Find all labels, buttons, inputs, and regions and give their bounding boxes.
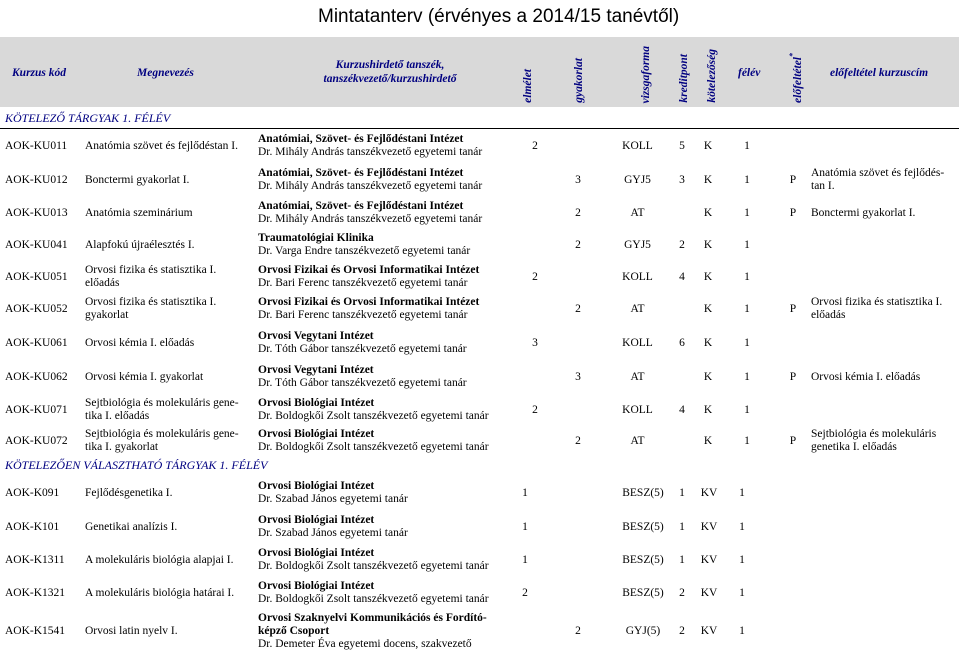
course-name: Bonctermi gyakorlat I. xyxy=(85,174,190,186)
table-row xyxy=(0,167,959,200)
semester: 1 xyxy=(744,271,750,283)
prereq-course: Sejtbiológia és molekuláris xyxy=(811,428,937,440)
department: Anatómiai, Szövet- és Fejlődéstani Intézet xyxy=(258,200,464,212)
credit-points: 2 xyxy=(679,239,685,251)
department: Orvosi Fizikai és Orvosi Informatikai Intézet xyxy=(258,296,480,308)
prereq-flag: P xyxy=(789,207,797,219)
mandatory-type: KV xyxy=(700,554,718,566)
table-header xyxy=(0,37,959,107)
semester: 1 xyxy=(744,404,750,416)
department: Orvosi Biológiai Intézet xyxy=(258,480,375,492)
prereq-course-cont: tan I. xyxy=(811,180,835,192)
lecture-hours: 2 xyxy=(532,271,538,283)
department: Anatómiai, Szövet- és Fejlődéstani Intézet xyxy=(258,133,464,145)
course-code: AOK-KU012 xyxy=(5,174,68,186)
practice-hours: 2 xyxy=(575,207,581,219)
department: Traumatológiai Klinika xyxy=(258,232,374,244)
course-name-cont: gyakorlat xyxy=(85,309,129,321)
course-code: AOK-K1541 xyxy=(5,625,66,637)
table-row xyxy=(0,428,959,458)
department: Orvosi Vegytani Intézet xyxy=(258,364,374,376)
header-prereq-sup: * xyxy=(788,53,797,58)
semester: 1 xyxy=(739,487,745,499)
practice-hours: 2 xyxy=(575,239,581,251)
header-name: Megnevezés xyxy=(137,67,194,79)
credit-points: 1 xyxy=(679,487,685,499)
mandatory-type: K xyxy=(703,207,713,219)
practice-hours: 3 xyxy=(575,174,581,186)
semester: 1 xyxy=(744,435,750,447)
header-practice: gyakorlat xyxy=(573,58,585,103)
department-lead: Dr. Mihály András tanszékvezető egyetemi tanár xyxy=(258,146,483,158)
table-row xyxy=(0,133,959,166)
department: Orvosi Szaknyelvi Kommunikációs és Fordító- xyxy=(258,612,487,624)
header-prereq: előfeltétel* xyxy=(788,53,804,103)
table-row xyxy=(0,397,959,428)
lecture-hours: 3 xyxy=(532,337,538,349)
table-row xyxy=(0,296,959,330)
exam-form: BESZ(5) xyxy=(622,587,664,599)
table-row xyxy=(0,232,959,264)
mandatory-type: KV xyxy=(700,625,718,637)
course-code: AOK-K1321 xyxy=(5,587,66,599)
semester: 1 xyxy=(739,554,745,566)
semester: 1 xyxy=(744,371,750,383)
section-elective xyxy=(0,457,959,474)
credit-points: 1 xyxy=(679,521,685,533)
department: Orvosi Vegytani Intézet xyxy=(258,330,374,342)
department: Orvosi Biológiai Intézet xyxy=(258,397,375,409)
prereq-course: Orvosi fizika és statisztika I. xyxy=(811,296,943,308)
course-code: AOK-KU071 xyxy=(5,404,68,416)
course-name: Orvosi fizika és statisztika I. xyxy=(85,296,217,308)
mandatory-type: K xyxy=(703,303,713,315)
course-code: AOK-KU011 xyxy=(5,140,68,152)
course-name: A molekuláris biológia határai I. xyxy=(85,587,235,599)
table-row xyxy=(0,200,959,232)
course-code: AOK-KU061 xyxy=(5,337,68,349)
header-mandatory: kötelezőség xyxy=(706,49,718,103)
department: Orvosi Biológiai Intézet xyxy=(258,580,375,592)
credit-points: 1 xyxy=(679,554,685,566)
table-row xyxy=(0,514,959,547)
semester: 1 xyxy=(744,174,750,186)
mandatory-type: K xyxy=(703,271,713,283)
department: Orvosi Fizikai és Orvosi Informatikai Intézet xyxy=(258,264,480,276)
credit-points: 5 xyxy=(679,140,685,152)
exam-form: AT xyxy=(630,435,645,447)
semester: 1 xyxy=(744,303,750,315)
lecture-hours: 2 xyxy=(532,404,538,416)
header-semester: félév xyxy=(738,67,761,79)
department-lead: Dr. Boldogkői Zsolt tanszékvezető egyetemi tanár xyxy=(258,441,489,453)
department: Orvosi Biológiai Intézet xyxy=(258,514,375,526)
credit-points: 2 xyxy=(679,587,685,599)
exam-form: GYJ5 xyxy=(624,174,651,186)
department-lead: Dr. Boldogkői Zsolt tanszékvezető egyetemi tanár xyxy=(258,593,489,605)
header-code: Kurzus kód xyxy=(12,67,67,79)
department-lead: Dr. Boldogkői Zsolt tanszékvezető egyetemi tanár xyxy=(258,560,489,572)
course-code: AOK-KU041 xyxy=(5,239,68,251)
table-row xyxy=(0,547,959,580)
course-name: Sejtbiológia és molekuláris gene- xyxy=(85,397,239,409)
exam-form: BESZ(5) xyxy=(622,521,664,533)
header-prereq-code: előfeltétel kurzuscím xyxy=(830,67,929,79)
course-name: Alapfokú újraélesztés I. xyxy=(85,239,195,251)
department-lead: Dr. Bari Ferenc tanszékvezető egyetemi tanár xyxy=(258,309,468,321)
course-code: AOK-K101 xyxy=(5,521,60,533)
department-lead: Dr. Boldogkői Zsolt tanszékvezető egyetemi tanár xyxy=(258,410,489,422)
department-lead: Dr. Szabad János egyetemi tanár xyxy=(258,527,408,539)
prereq-flag: P xyxy=(789,371,797,383)
semester: 1 xyxy=(744,239,750,251)
exam-form: GYJ(5) xyxy=(625,625,661,637)
exam-form: GYJ5 xyxy=(624,239,651,251)
exam-form: AT xyxy=(630,207,645,219)
exam-form: BESZ(5) xyxy=(622,487,664,499)
exam-form: KOLL xyxy=(622,271,653,283)
prereq-course: Bonctermi gyakorlat I. xyxy=(811,207,916,219)
course-code: AOK-K091 xyxy=(5,487,60,499)
practice-hours: 2 xyxy=(575,625,581,637)
mandatory-type: K xyxy=(703,404,713,416)
mandatory-type: K xyxy=(703,140,713,152)
department: Orvosi Biológiai Intézet xyxy=(258,428,375,440)
exam-form: AT xyxy=(630,371,645,383)
semester: 1 xyxy=(739,521,745,533)
prereq-flag: P xyxy=(789,435,797,447)
semester: 1 xyxy=(744,337,750,349)
semester: 1 xyxy=(739,625,745,637)
prereq-flag: P xyxy=(789,303,797,315)
mandatory-type: KV xyxy=(700,587,718,599)
table-row xyxy=(0,480,959,513)
mandatory-type: KV xyxy=(700,521,718,533)
exam-form: BESZ(5) xyxy=(622,554,664,566)
department: Anatómiai, Szövet- és Fejlődéstani Intézet xyxy=(258,167,464,179)
title-bar xyxy=(0,0,959,37)
exam-form: AT xyxy=(630,303,645,315)
mandatory-type: K xyxy=(703,435,713,447)
department-lead: Dr. Demeter Éva egyetemi docens, szakvezető xyxy=(258,638,472,650)
course-name-cont: tika I. előadás xyxy=(85,410,150,422)
course-name-cont: előadás xyxy=(85,277,120,289)
lecture-hours: 2 xyxy=(522,587,528,599)
course-code: AOK-KU072 xyxy=(5,435,68,447)
section-mandatory xyxy=(0,110,959,127)
section-elective-label: KÖTELEZŐEN VÁLASZTHATÓ TÁRGYAK 1. FÉLÉV xyxy=(5,458,268,472)
course-name: Genetikai analízis I. xyxy=(85,521,178,533)
section-mandatory-label: KÖTELEZŐ TÁRGYAK 1. FÉLÉV xyxy=(5,111,171,125)
course-code: AOK-KU051 xyxy=(5,271,68,283)
course-name: Sejtbiológia és molekuláris gene- xyxy=(85,428,239,440)
department-lead: Dr. Tóth Gábor tanszékvezető egyetemi tanár xyxy=(258,377,467,389)
practice-hours: 2 xyxy=(575,435,581,447)
credit-points: 4 xyxy=(679,271,685,283)
practice-hours: 2 xyxy=(575,303,581,315)
mandatory-type: K xyxy=(703,239,713,251)
semester: 1 xyxy=(744,140,750,152)
prereq-course: Orvosi kémia I. előadás xyxy=(811,371,921,383)
table-row xyxy=(0,612,959,654)
course-name: Orvosi fizika és statisztika I. xyxy=(85,264,217,276)
header-lecture: elmélet xyxy=(522,69,534,103)
table-row xyxy=(0,580,959,613)
department-lead: Dr. Mihály András tanszékvezető egyetemi tanár xyxy=(258,213,483,225)
mandatory-type: KV xyxy=(700,487,718,499)
exam-form: KOLL xyxy=(622,337,653,349)
table-row xyxy=(0,330,959,364)
department-lead: Dr. Varga Endre tanszékvezető egyetemi tanár xyxy=(258,245,471,257)
department-lead: Dr. Mihály András tanszékvezető egyetemi tanár xyxy=(258,180,483,192)
practice-hours: 3 xyxy=(575,371,581,383)
course-name: Orvosi latin nyelv I. xyxy=(85,625,178,637)
department-cont: képző Csoport xyxy=(258,625,330,637)
prereq-flag: P xyxy=(789,174,797,186)
prereq-course: Anatómia szövet és fejlődés- xyxy=(811,167,945,179)
course-name: Fejlődésgenetika I. xyxy=(85,487,173,499)
credit-points: 6 xyxy=(679,337,685,349)
course-name: Orvosi kémia I. gyakorlat xyxy=(85,371,204,383)
mandatory-type: K xyxy=(703,337,713,349)
header-dept-2: tanszékvezető/kurzushirdető xyxy=(323,73,457,85)
divider xyxy=(0,128,959,129)
department-lead: Dr. Tóth Gábor tanszékvezető egyetemi tanár xyxy=(258,343,467,355)
department: Orvosi Biológiai Intézet xyxy=(258,547,375,559)
course-name: Anatómia szövet és fejlődéstan I. xyxy=(85,140,238,152)
course-code: AOK-KU052 xyxy=(5,303,68,315)
page-title: Mintatanterv (érvényes a 2014/15 tanévtől) xyxy=(318,6,680,27)
header-credit: kreditpont xyxy=(678,54,690,103)
mandatory-type: K xyxy=(703,371,713,383)
lecture-hours: 1 xyxy=(522,554,528,566)
course-code: AOK-KU062 xyxy=(5,371,68,383)
department-lead: Dr. Szabad János egyetemi tanár xyxy=(258,493,408,505)
lecture-hours: 1 xyxy=(522,521,528,533)
prereq-course-cont: genetika I. előadás xyxy=(811,441,897,453)
mandatory-type: K xyxy=(703,174,713,186)
exam-form: KOLL xyxy=(622,404,653,416)
credit-points: 3 xyxy=(679,174,685,186)
table-row xyxy=(0,264,959,296)
course-name: A molekuláris biológia alapjai I. xyxy=(85,554,234,566)
course-code: AOK-K1311 xyxy=(5,554,65,566)
course-name-cont: tika I. gyakorlat xyxy=(85,441,159,453)
department-lead: Dr. Bari Ferenc tanszékvezető egyetemi tanár xyxy=(258,277,468,289)
credit-points: 4 xyxy=(679,404,685,416)
semester: 1 xyxy=(744,207,750,219)
exam-form: KOLL xyxy=(622,140,653,152)
credit-points: 2 xyxy=(679,625,685,637)
course-code: AOK-KU013 xyxy=(5,207,68,219)
course-name: Anatómia szeminárium xyxy=(85,207,193,219)
header-dept-1: Kurzushirdető tanszék, xyxy=(335,59,445,71)
lecture-hours: 1 xyxy=(522,487,528,499)
semester: 1 xyxy=(739,587,745,599)
lecture-hours: 2 xyxy=(532,140,538,152)
prereq-course-cont: előadás xyxy=(811,309,846,321)
table-row xyxy=(0,364,959,397)
course-name: Orvosi kémia I. előadás xyxy=(85,337,195,349)
header-exam: vizsgaforma xyxy=(640,45,652,103)
